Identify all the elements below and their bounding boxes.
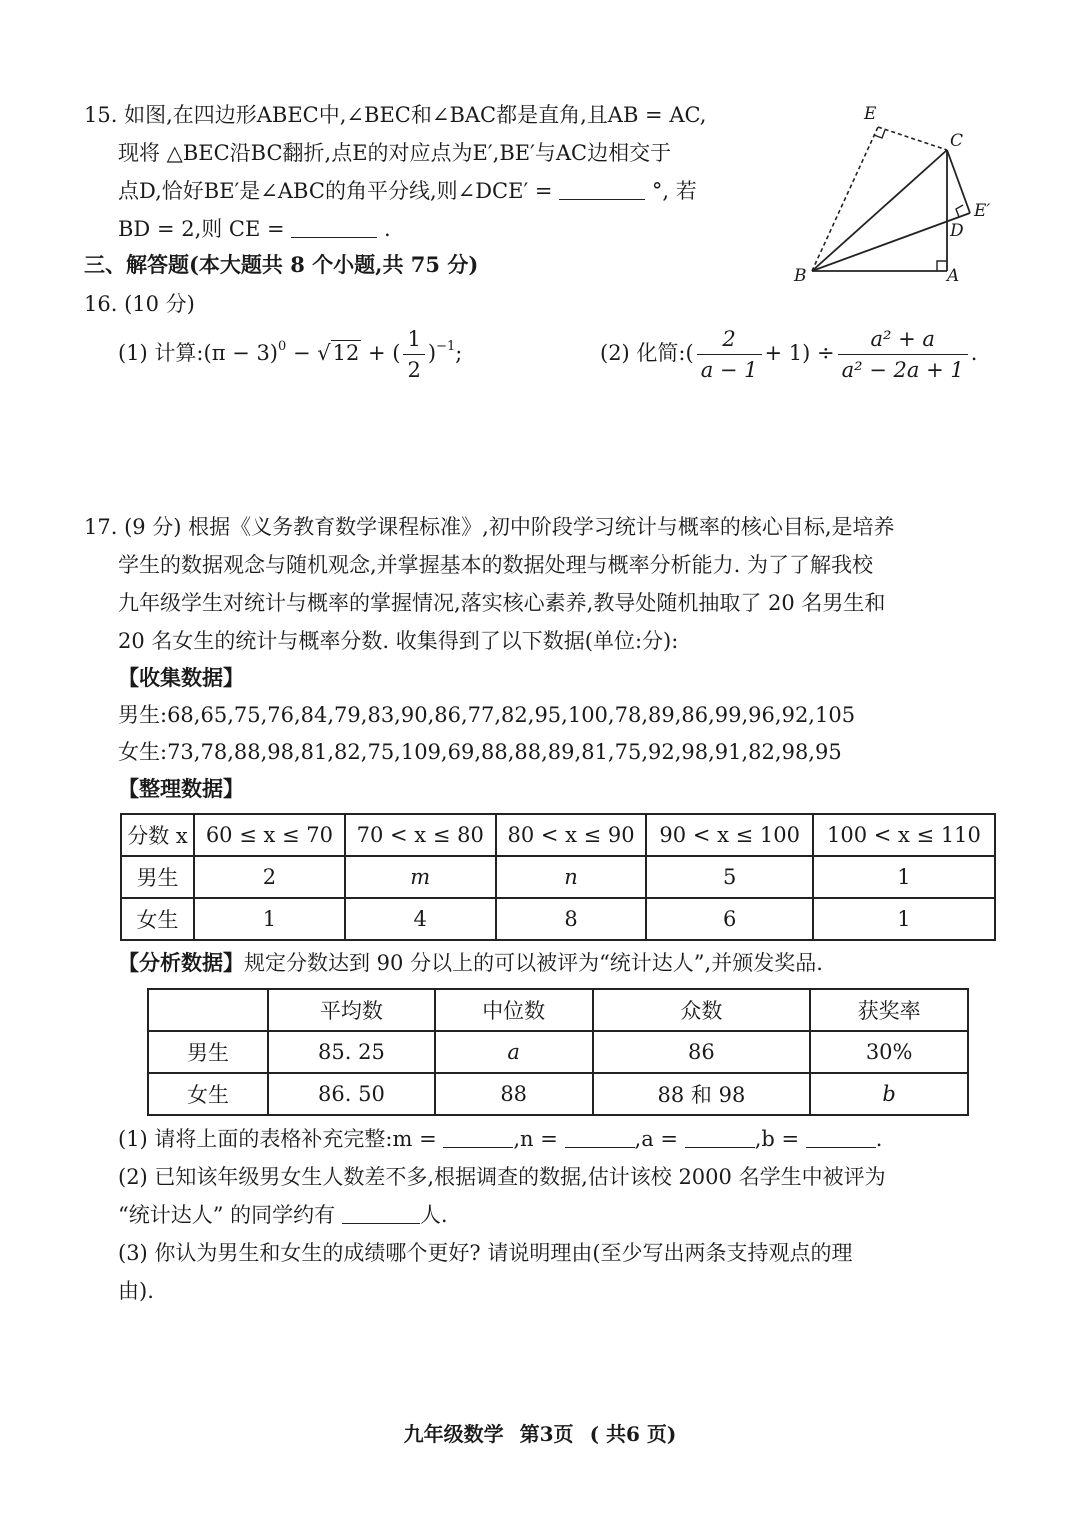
q15-line3-tail: °, 若 <box>651 179 697 203</box>
table-cell: 4 <box>345 898 496 940</box>
table-cell: n <box>496 856 647 898</box>
fraction-denominator: 2 <box>407 358 421 382</box>
segment-bc <box>812 150 947 271</box>
table-cell: 获奖率 <box>810 989 968 1031</box>
q17-part1-b: ,b = <box>754 1127 800 1151</box>
geometry-figure <box>780 95 1010 295</box>
fraction-denominator: a − 1 <box>700 358 758 382</box>
q16-part2 <box>600 326 977 383</box>
footer-page: 第3页 <box>519 1422 574 1446</box>
q17-part1-text: (1) 请将上面的表格补充完整:m = <box>118 1127 437 1151</box>
q16-header: 16. (10 分) <box>84 292 195 316</box>
table-cell: 中位数 <box>435 989 593 1031</box>
table-cell: 88 和 98 <box>593 1073 811 1115</box>
table-row <box>121 856 995 898</box>
table-row <box>148 1031 968 1073</box>
q17-part2-line2 <box>118 1200 448 1230</box>
q15-line4-text: BD = 2,则 CE = <box>118 217 285 241</box>
table-cell: 88 <box>435 1073 593 1115</box>
q17-part1 <box>118 1124 882 1154</box>
label-e-prime: E′ <box>974 201 991 221</box>
table-cell: 86 <box>593 1031 811 1073</box>
fraction-numerator: 2 <box>697 326 762 355</box>
analyze-data-line <box>118 948 823 978</box>
q15-line1: 15. 如图,在四边形ABEC中,∠BEC和∠BAC都是直角,且AB = AC, <box>84 103 707 127</box>
answer-blank-a[interactable] <box>685 1127 755 1148</box>
analyze-data-text: 规定分数达到 90 分以上的可以被评为“统计达人”,并颁发奖品. <box>244 951 823 975</box>
table-cell: m <box>345 856 496 898</box>
q16-part2-label: (2) 化简:( <box>600 341 694 365</box>
q15-line4-tail: . <box>383 217 391 241</box>
label-c: C <box>950 131 964 151</box>
table-cell: 女生 <box>121 898 194 940</box>
table-cell: 5 <box>646 856 812 898</box>
label-d: D <box>950 221 964 241</box>
table-cell: a <box>435 1031 593 1073</box>
table-cell: 90 < x ≤ 100 <box>646 814 812 856</box>
q17-part2-text: “统计达人” 的同学约有 <box>118 1203 336 1227</box>
q16-part1-end: ; <box>455 341 463 365</box>
q16-part1-exp0: 0 <box>278 339 287 354</box>
page-footer <box>0 1418 1080 1447</box>
q16-part2-end: . <box>970 341 978 365</box>
fraction-numerator: a² + a <box>838 326 968 355</box>
table-cell: 1 <box>813 856 995 898</box>
answer-blank-n[interactable] <box>565 1127 635 1148</box>
q17-line4: 20 名女生的统计与概率分数. 收集得到了以下数据(单位:分): <box>118 629 679 653</box>
girls-scores: 女生:73,78,88,98,81,82,75,109,69,88,88,89,81,75,92,98,91,82,98,95 <box>118 740 842 764</box>
table-cell: 70 < x ≤ 80 <box>345 814 496 856</box>
boys-scores: 男生:68,65,75,76,84,79,83,90,86,77,82,95,100,78,89,86,99,96,92,105 <box>118 703 856 727</box>
answer-blank-count[interactable] <box>342 1203 420 1224</box>
q17-part2-tail: 人. <box>419 1203 448 1227</box>
footer-total: ( 共6 页) <box>589 1422 677 1446</box>
table-cell: b <box>810 1073 968 1115</box>
collect-data-title: 【收集数据】 <box>118 665 244 690</box>
label-b: B <box>794 266 807 286</box>
table-cell <box>148 989 268 1031</box>
table-cell: 6 <box>646 898 812 940</box>
q17-part2-line1: (2) 已知该年级男女生人数差不多,根据调查的数据,估计该校 2000 名学生中被评为 <box>118 1165 886 1189</box>
q17-line3: 九年级学生对统计与概率的掌握情况,落实核心素养,教导处随机抽取了 20 名男生和 <box>118 591 886 615</box>
q16-part1-plus: + ( <box>361 341 401 365</box>
q17-part1-n: ,n = <box>513 1127 558 1151</box>
answer-blank-b[interactable] <box>806 1127 876 1148</box>
q16-part1-term1: (π − 3) <box>203 341 278 365</box>
table-cell: 众数 <box>593 989 811 1031</box>
section-title: 三、解答题(本大题共 8 个小题,共 75 分) <box>84 252 479 277</box>
table-cell: 86. 50 <box>268 1073 435 1115</box>
table-cell: 男生 <box>148 1031 268 1073</box>
q16-part2-mid: + 1) ÷ <box>764 341 835 365</box>
table-cell: 100 < x ≤ 110 <box>813 814 995 856</box>
table-cell: 30% <box>810 1031 968 1073</box>
organize-data-title: 【整理数据】 <box>118 776 244 801</box>
right-angle-mark-a <box>937 261 947 271</box>
table-cell: 分数 x <box>121 814 194 856</box>
dashed-segment-be <box>812 127 878 271</box>
table-cell: 女生 <box>148 1073 268 1115</box>
table-cell: 1 <box>813 898 995 940</box>
table-cell: 2 <box>194 856 345 898</box>
q16-part1-exp: −1 <box>436 339 456 354</box>
q16-part1-label: (1) 计算: <box>118 341 204 365</box>
q16-part2-fraction1 <box>697 326 762 383</box>
frequency-table <box>120 813 996 941</box>
q16-part1-sqrt-sign: − √ <box>286 341 331 365</box>
q17-part3-line2: 由). <box>118 1279 154 1303</box>
label-a: A <box>947 266 960 286</box>
q15-line4 <box>118 214 391 244</box>
q16-part1-fraction <box>403 326 424 383</box>
fraction-numerator: 1 <box>403 326 424 355</box>
answer-blank-m[interactable] <box>443 1127 513 1148</box>
statistics-table <box>147 988 969 1116</box>
q17-line1: 17. (9 分) 根据《义务教育数学课程标准》,初中阶段学习统计与概率的核心目标,是培养 <box>84 515 895 539</box>
table-header-row <box>148 989 968 1031</box>
table-cell: 男生 <box>121 856 194 898</box>
label-e: E <box>864 104 877 124</box>
q17-part1-a: ,a = <box>634 1127 679 1151</box>
fraction-denominator: a² − 2a + 1 <box>841 358 964 382</box>
analyze-data-title: 【分析数据】 <box>118 950 244 975</box>
q17-part1-end: . <box>875 1127 883 1151</box>
table-cell: 60 ≤ x ≤ 70 <box>194 814 345 856</box>
q17-part3-line1: (3) 你认为男生和女生的成绩哪个更好? 请说明理由(至少写出两条支持观点的理 <box>118 1241 853 1265</box>
table-cell: 80 < x ≤ 90 <box>496 814 647 856</box>
answer-blank-angle[interactable] <box>559 179 645 200</box>
table-row <box>121 898 995 940</box>
answer-blank-ce[interactable] <box>291 217 377 238</box>
dashed-segment-ec <box>878 127 947 150</box>
q15-line3 <box>118 176 697 206</box>
footer-subject: 九年级数学 <box>403 1422 504 1446</box>
q15-line3-text: 点D,恰好BE′是∠ABC的角平分线,则∠DCE′ = <box>118 179 553 203</box>
q16-part1-close: ) <box>427 341 437 365</box>
table-cell: 8 <box>496 898 647 940</box>
q15-line2: 现将 △BEC沿BC翻折,点E的对应点为E′,BE′与AC边相交于 <box>118 141 672 165</box>
q16-part1-radicand: 12 <box>332 341 360 365</box>
q16-part2-fraction2 <box>838 326 968 383</box>
table-cell: 平均数 <box>268 989 435 1031</box>
q17-line2: 学生的数据观念与随机观念,并掌握基本的数据处理与概率分析能力. 为了了解我校 <box>118 553 874 577</box>
table-cell: 1 <box>194 898 345 940</box>
table-row <box>148 1073 968 1115</box>
q16-part1 <box>118 326 462 383</box>
table-header-row <box>121 814 995 856</box>
segment-ce-prime <box>947 150 970 213</box>
table-cell: 85. 25 <box>268 1031 435 1073</box>
right-angle-mark-e <box>874 130 885 138</box>
